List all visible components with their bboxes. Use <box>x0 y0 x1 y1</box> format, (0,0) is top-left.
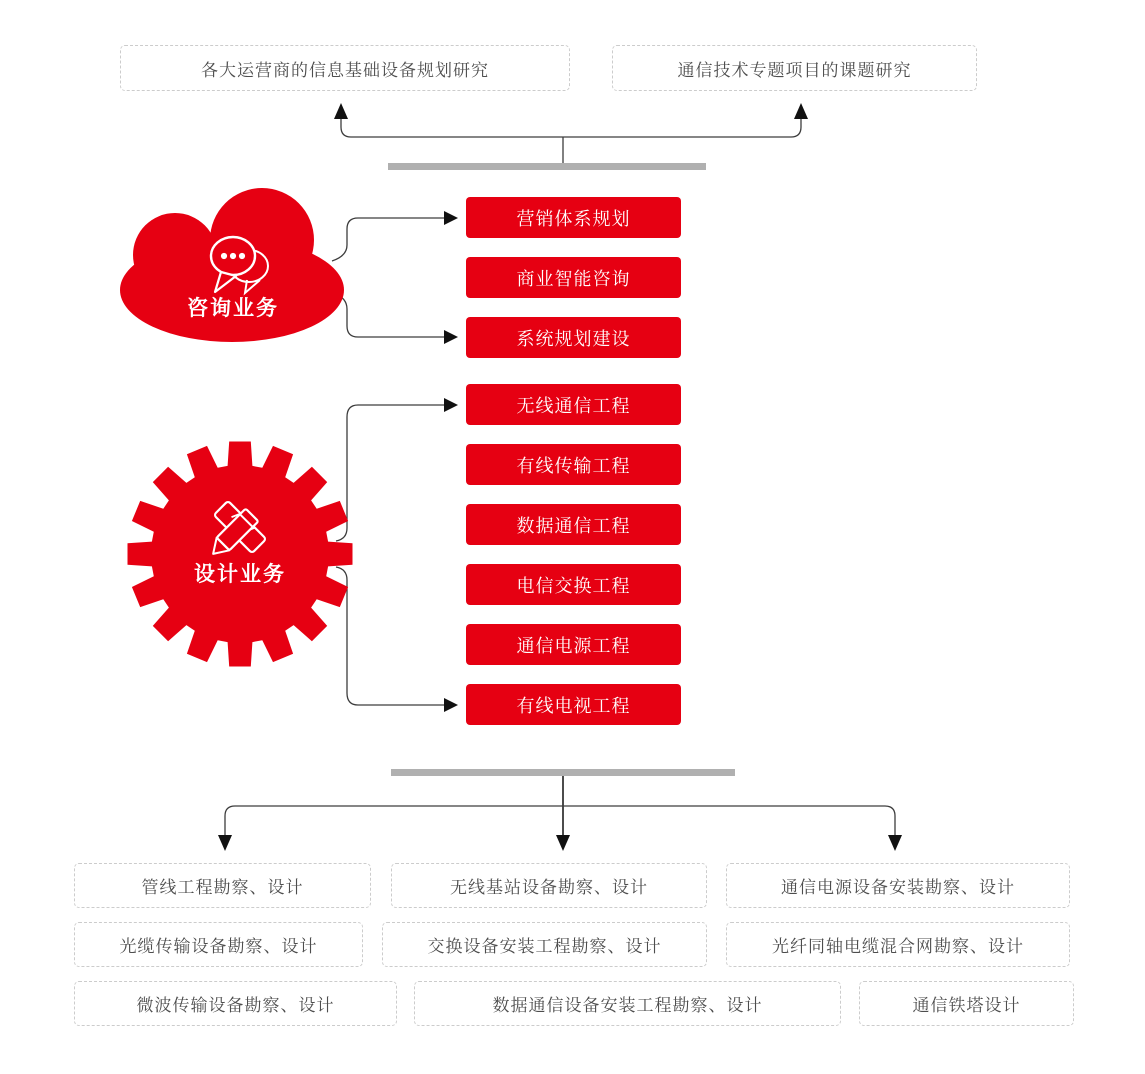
arrow-up-right-icon <box>794 103 808 119</box>
service-box: 光纤同轴电缆混合网勘察、设计 <box>726 922 1070 967</box>
design-item: 有线传输工程 <box>466 444 681 485</box>
service-box: 交换设备安装工程勘察、设计 <box>382 922 707 967</box>
service-box: 通信电源设备安装勘察、设计 <box>726 863 1070 908</box>
arrow-up-left-icon <box>334 103 348 119</box>
arrow-down-icon <box>888 835 902 851</box>
arrow-right-icon <box>444 330 458 344</box>
consulting-label: 咨询业务 <box>187 296 279 320</box>
service-box: 通信铁塔设计 <box>859 981 1074 1026</box>
divider-bar-bottom <box>391 769 735 776</box>
service-box: 无线基站设备勘察、设计 <box>391 863 707 908</box>
design-item: 无线通信工程 <box>466 384 681 425</box>
service-box: 微波传输设备勘察、设计 <box>74 981 397 1026</box>
arrow-down-icon <box>556 835 570 851</box>
arrow-right-icon <box>444 698 458 712</box>
gear-shape <box>125 439 355 669</box>
consulting-item: 商业智能咨询 <box>466 257 681 298</box>
arrow-down-icon <box>218 835 232 851</box>
consulting-item: 系统规划建设 <box>466 317 681 358</box>
arrow-right-icon <box>444 398 458 412</box>
design-item: 有线电视工程 <box>466 684 681 725</box>
design-item: 数据通信工程 <box>466 504 681 545</box>
service-box: 管线工程勘察、设计 <box>74 863 371 908</box>
design-item: 电信交换工程 <box>466 564 681 605</box>
consulting-cloud <box>118 183 348 345</box>
service-box: 数据通信设备安装工程勘察、设计 <box>414 981 841 1026</box>
research-box-projects: 通信技术专题项目的课题研究 <box>612 45 977 91</box>
design-gear <box>125 439 355 669</box>
divider-bar-top <box>388 163 706 170</box>
design-label: 设计业务 <box>194 562 286 586</box>
design-item: 通信电源工程 <box>466 624 681 665</box>
consulting-item: 营销体系规划 <box>466 197 681 238</box>
research-box-operators: 各大运营商的信息基础设备规划研究 <box>120 45 570 91</box>
arrow-right-icon <box>444 211 458 225</box>
service-box: 光缆传输设备勘察、设计 <box>74 922 363 967</box>
